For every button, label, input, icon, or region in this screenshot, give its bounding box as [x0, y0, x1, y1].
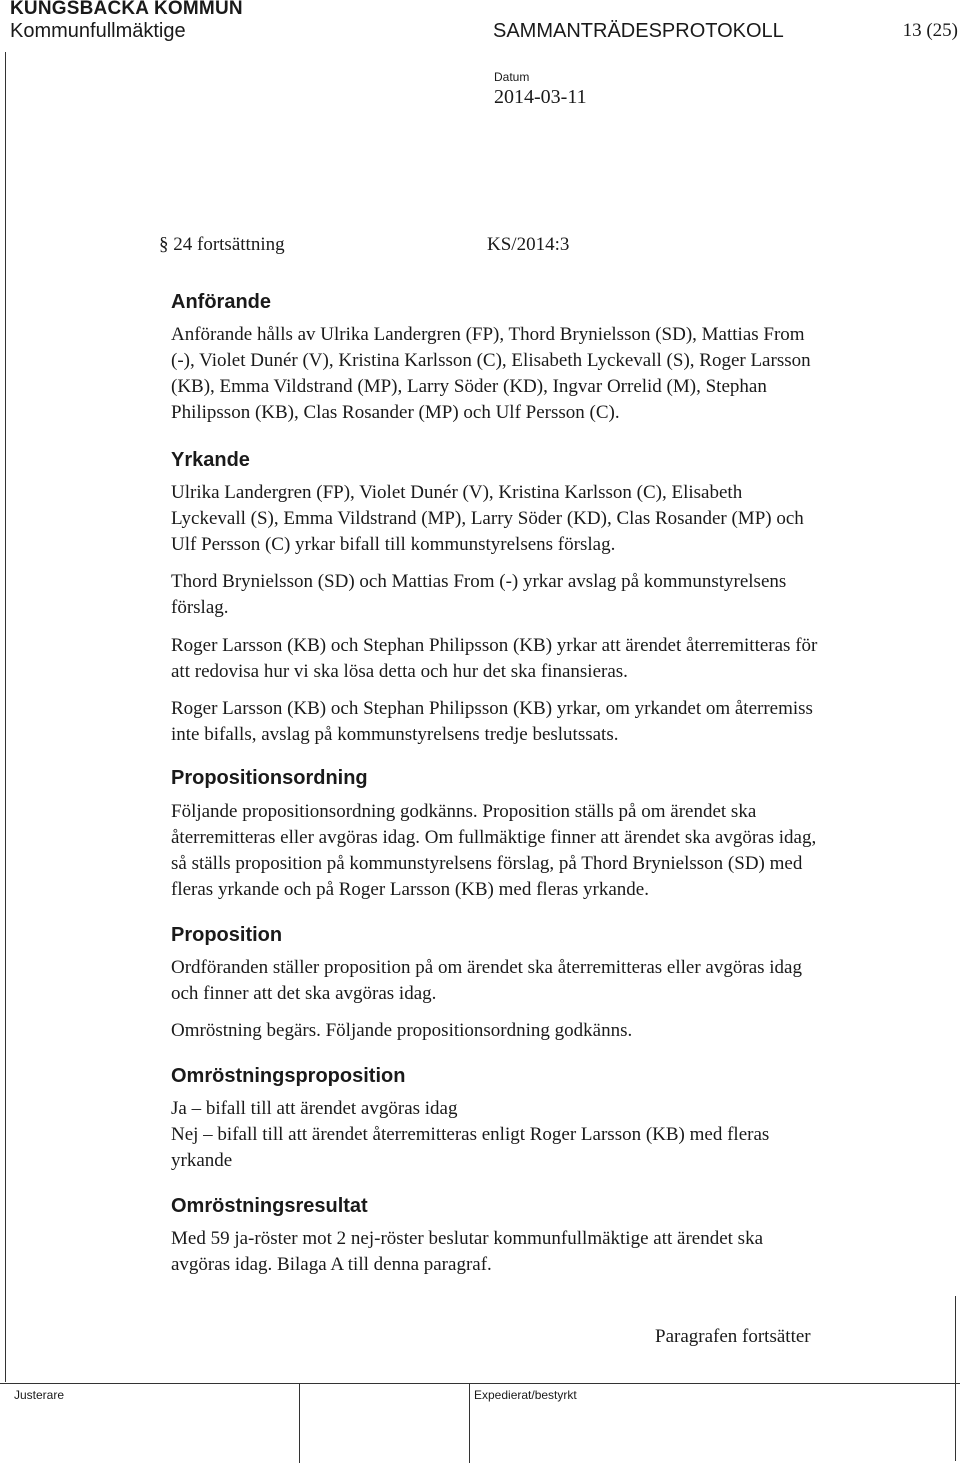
text-line: så ställs proposition på kommunstyrelsens förslag, på Thord Brynielsson (SD) med [171, 853, 803, 874]
yrkande-paragraph-4 [171, 696, 941, 748]
text-line: Lyckevall (S), Emma Vildstrand (MP), Larry Söder (KD), Clas Rosander (MP) och [171, 508, 804, 529]
text-line: avgöras idag. Bilaga A till denna paragraf. [171, 1254, 492, 1275]
text-line: yrkande [171, 1150, 233, 1171]
page-number: 13 (25) [902, 20, 958, 41]
text-line: Thord Brynielsson (SD) och Mattias From (-) yrkar avslag på kommunstyrelsens [171, 571, 787, 592]
section-heading-anforande: Anförande [171, 291, 271, 313]
section-heading-proposition: Proposition [171, 924, 283, 946]
yrkande-paragraph-2 [171, 569, 941, 621]
meeting-date: 2014-03-11 [494, 86, 587, 108]
left-margin-rule [5, 52, 6, 1382]
text-line: inte bifalls, avslag på kommunstyrelsens tredje beslutssats. [171, 724, 619, 745]
right-margin-rule [955, 1296, 956, 1461]
footer-rule [0, 1383, 960, 1384]
text-line: förslag. [171, 597, 229, 618]
omrostningsproposition-text [171, 1096, 941, 1174]
propositionsordning-text [171, 799, 941, 903]
section-heading-omrostningsproposition: Omröstningsproposition [171, 1065, 406, 1087]
section-heading-yrkande: Yrkande [171, 449, 250, 471]
document-type: SAMMANTRÄDESPROTOKOLL [493, 20, 784, 42]
text-line: och finner att det ska avgöras idag. [171, 983, 437, 1004]
proposition-paragraph-2 [171, 1018, 941, 1044]
expedierat-label: Expedierat/bestyrkt [474, 1388, 577, 1402]
text-line: Ordföranden ställer proposition på om ärendet ska återremitteras eller avgöras idag [171, 957, 802, 978]
text-line: återremitteras eller avgöras idag. Om fullmäktige finner att ärendet ska avgöras idag, [171, 827, 817, 848]
text-line: Ja – bifall till att ärendet avgöras idag [171, 1098, 458, 1119]
section-heading-omrostningsresultat: Omröstningsresultat [171, 1195, 368, 1217]
department-name: Kommunfullmäktige [10, 20, 186, 42]
proposition-paragraph-1 [171, 955, 941, 1007]
text-line: fleras yrkande och på Roger Larsson (KB) med fleras yrkande. [171, 879, 649, 900]
paragraph-number: § 24 fortsättning [159, 234, 285, 255]
continues-note: Paragrafen fortsätter [655, 1326, 811, 1347]
section-heading-propositionsordning: Propositionsordning [171, 767, 368, 789]
footer-divider [299, 1383, 300, 1463]
text-line: att redovisa hur vi ska lösa detta och hur det ska finansieras. [171, 661, 628, 682]
text-line: Med 59 ja-röster mot 2 nej-röster beslutar kommunfullmäktige att ärendet ska [171, 1228, 763, 1249]
case-number: KS/2014:3 [487, 234, 570, 255]
anforande-text [171, 322, 941, 426]
text-line: Roger Larsson (KB) och Stephan Philipsson (KB) yrkar, om yrkandet om återremiss [171, 698, 813, 719]
organization-name: KUNGSBACKA KOMMUN [10, 0, 243, 19]
justerare-label: Justerare [14, 1388, 65, 1402]
text-line: Philipsson (KB), Clas Rosander (MP) och Ulf Persson (C). [171, 402, 620, 423]
footer-divider [469, 1383, 470, 1463]
yrkande-paragraph-3 [171, 633, 941, 685]
yrkande-paragraph-1 [171, 480, 941, 558]
date-label: Datum [494, 70, 530, 84]
text-line: Ulrika Landergren (FP), Violet Dunér (V), Kristina Karlsson (C), Elisabeth [171, 482, 743, 503]
text-line: (KB), Emma Vildstrand (MP), Larry Söder (KD), Ingvar Orrelid (M), Stephan [171, 376, 767, 397]
omrostningsresultat-text [171, 1226, 941, 1278]
text-line: Ulf Persson (C) yrkar bifall till kommunstyrelsens förslag. [171, 534, 616, 555]
text-line: Omröstning begärs. Följande propositionsordning godkänns. [171, 1020, 633, 1041]
text-line: Anförande hålls av Ulrika Landergren (FP), Thord Brynielsson (SD), Mattias From [171, 324, 805, 345]
text-line: Roger Larsson (KB) och Stephan Philipsson (KB) yrkar att ärendet återremitteras för [171, 635, 818, 656]
text-line: Följande propositionsordning godkänns. Proposition ställs på om ärendet ska [171, 801, 757, 822]
text-line: (-), Violet Dunér (V), Kristina Karlsson (C), Elisabeth Lyckevall (S), Roger Larsson [171, 350, 811, 371]
text-line: Nej – bifall till att ärendet återremitteras enligt Roger Larsson (KB) med fleras [171, 1124, 770, 1145]
